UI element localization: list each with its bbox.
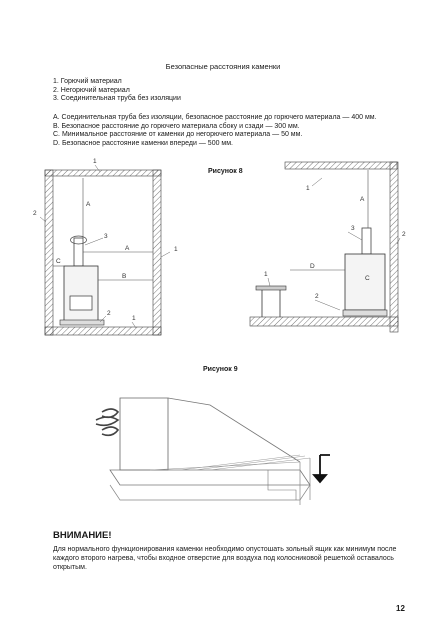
label-1-top: 1 (306, 185, 310, 192)
fig8-left-room (33, 158, 178, 335)
handle-coil-icon (96, 417, 118, 425)
dim-label-b: B (122, 273, 127, 280)
label-1-top: 1 (93, 158, 97, 165)
stove-top-line (168, 398, 300, 462)
label-1-bench: 1 (264, 271, 268, 278)
leader-1-right (161, 252, 170, 257)
label-1-right: 1 (174, 246, 178, 253)
label-1-bottom: 1 (132, 315, 136, 322)
chimney-pipe (362, 228, 371, 254)
dim-label-a: A (86, 201, 91, 208)
leader-1-bench (268, 278, 270, 286)
label-2-bottom: 2 (107, 310, 111, 317)
figure8-caption: Рисунок 8 (208, 168, 243, 175)
stove-outline (120, 398, 168, 470)
dim-label-d: D (310, 263, 315, 270)
label-3: 3 (351, 225, 355, 232)
legend-item: 1. Горючий материал (53, 78, 122, 85)
handle-coil-icon (102, 427, 118, 435)
distance-item: A. Соединительная труба без изоляции, безопасное расстояние до горючего материала — 400 мм. (53, 114, 377, 121)
dim-label-c: C (56, 258, 61, 265)
page-title: Безопасные расстояния каменки (165, 62, 281, 71)
warning-title: ВНИМАНИЕ! (53, 530, 112, 541)
distance-item: B. Безопасное расстояние до горючего материала сбоку и сзади — 300 мм. (53, 122, 300, 130)
label-2-bottom: 2 (315, 293, 319, 300)
stove-base (60, 320, 104, 325)
handle-coil-icon (102, 409, 118, 417)
page-number: 12 (396, 604, 405, 613)
stove-bottom (110, 485, 310, 500)
ceiling (45, 170, 161, 176)
fig8-right-room (250, 162, 406, 332)
distance-item: D. Безопасное расстояние каменки впереди — 500 мм. (53, 139, 234, 147)
dim-label-a: A (360, 196, 365, 203)
stove-door (70, 296, 92, 310)
ceiling (285, 162, 397, 169)
right-wall (390, 162, 398, 332)
floor (250, 317, 398, 326)
chimney-pipe (74, 238, 83, 266)
distance-item: C. Минимальное расстояние от каменки до негорючего материала — 50 мм. (53, 131, 303, 139)
leader-3 (348, 232, 362, 240)
floor (45, 327, 161, 335)
right-wall (153, 170, 161, 335)
leader-3 (85, 238, 103, 245)
dim-label-c: C (365, 275, 370, 282)
airflow-arrow-icon (314, 455, 330, 482)
left-wall (45, 170, 53, 335)
warning-text: Для нормального функционирования каменки необходимо опустошать зольный ящик как минимум после каждого второго нагрева, чтобы входное отверстие для воздуха под колосниковой решеткой оставалось открытым. (53, 546, 397, 571)
legend-item: 2. Негорючий материал (53, 86, 130, 94)
ash-tray (110, 470, 310, 485)
stove-base (343, 310, 387, 316)
label-2-right: 2 (402, 231, 406, 238)
leader-2-bottom (315, 300, 340, 310)
legend-item: 3. Соединительная труба без изоляции (53, 95, 181, 103)
leader-1-top (312, 178, 322, 186)
stove-body (64, 266, 98, 322)
label-3: 3 (104, 233, 108, 240)
bench-top (256, 286, 286, 290)
dim-label-a-horizontal: A (125, 245, 130, 252)
label-2-left: 2 (33, 210, 37, 217)
figure9-drawing (96, 398, 330, 505)
stove-body (345, 254, 385, 310)
figure9-caption: Рисунок 9 (203, 366, 238, 373)
